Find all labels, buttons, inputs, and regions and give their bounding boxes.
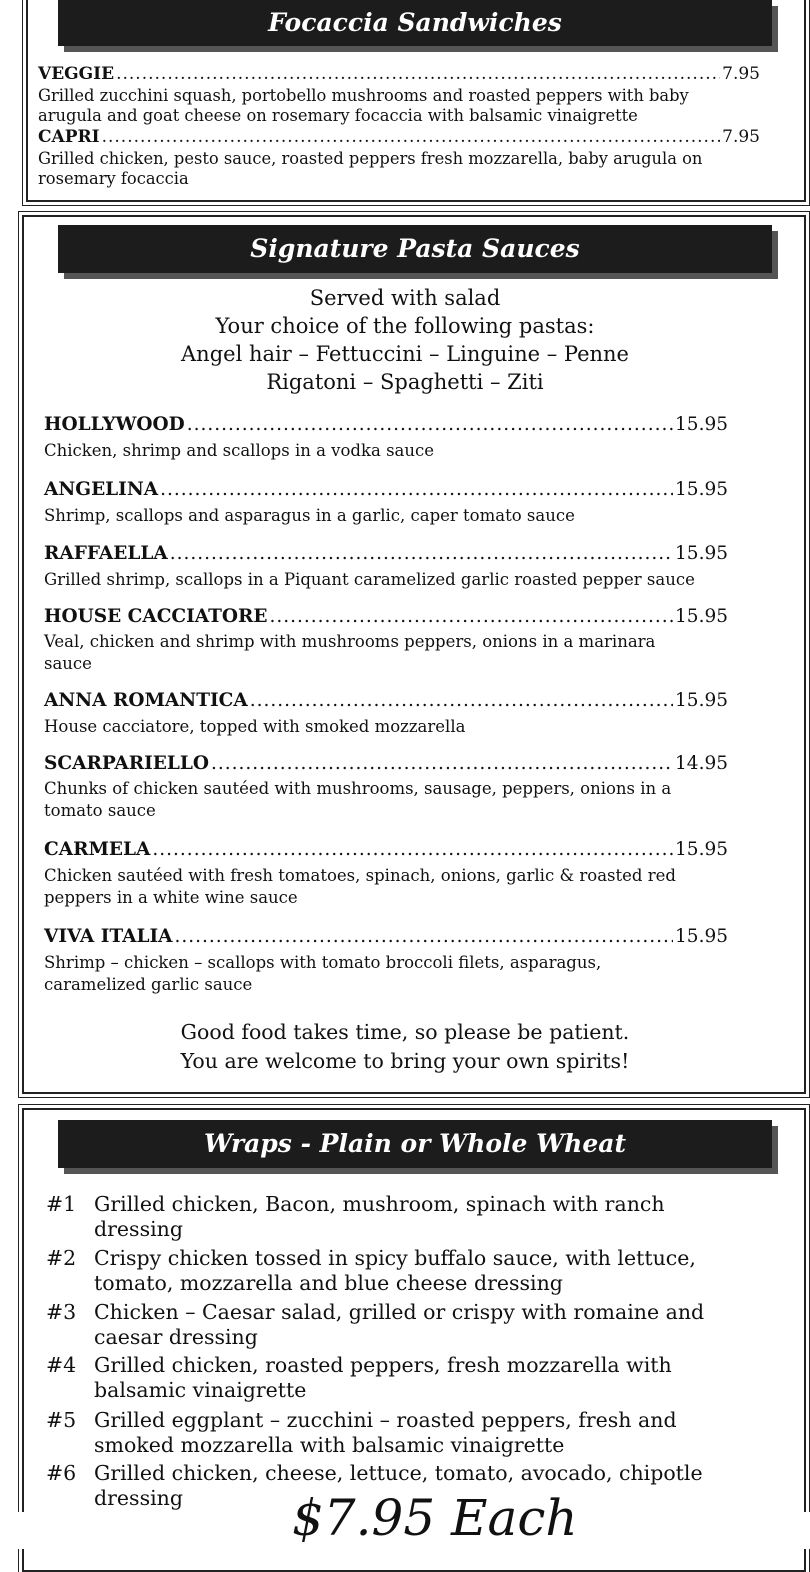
menu-item-viva-italia	[44, 926, 728, 947]
item-name: RAFFAELLA	[44, 543, 168, 564]
item-price: 14.95	[675, 753, 728, 774]
menu-item-anna-romantica	[44, 690, 728, 711]
item-name: VEGGIE	[38, 64, 115, 84]
dot-leader	[152, 839, 673, 860]
desc-line: peppers in a white wine sauce	[44, 888, 298, 907]
dot-leader	[175, 926, 674, 947]
item-name: ANGELINA	[44, 479, 159, 500]
desc-line: tomato sauce	[44, 801, 156, 820]
item-name: CARMELA	[44, 839, 151, 860]
wrap-item-2	[46, 1246, 766, 1296]
wrap-item-5	[46, 1408, 766, 1458]
wrap-line: balsamic vinaigrette	[94, 1378, 307, 1402]
wraps-price-note: $7.95 Each	[292, 1489, 578, 1547]
desc-line: Veal, chicken and shrimp with mushrooms peppers, onions in a marinara	[44, 632, 656, 651]
desc-line: Chicken, shrimp and scallops in a vodka sauce	[44, 441, 435, 460]
wrap-number: #5	[46, 1408, 77, 1432]
menu-item-hollywood	[44, 414, 728, 435]
item-description	[38, 86, 778, 126]
item-name: CAPRI	[38, 127, 100, 147]
desc-line: rosemary focaccia	[38, 169, 189, 188]
wrap-description	[94, 1246, 766, 1296]
item-description	[44, 569, 764, 591]
dot-leader	[250, 690, 673, 711]
item-description	[44, 952, 764, 996]
item-name: ANNA ROMANTICA	[44, 690, 248, 711]
intro-line: Served with salad	[309, 286, 501, 310]
wrap-description	[94, 1353, 766, 1403]
dot-leader	[116, 64, 720, 84]
item-price: 15.95	[675, 414, 728, 435]
intro-line: Rigatoni – Spaghetti – Ziti	[266, 370, 544, 394]
desc-line: caramelized garlic sauce	[44, 975, 253, 994]
wrap-number: #2	[46, 1246, 77, 1270]
wrap-item-3	[46, 1300, 766, 1350]
item-price: 15.95	[675, 479, 728, 500]
intro-line: Your choice of the following pastas:	[215, 314, 595, 338]
wrap-description	[94, 1192, 766, 1242]
menu-item-angelina	[44, 479, 728, 500]
item-name: VIVA ITALIA	[44, 926, 173, 947]
desc-line: Grilled zucchini squash, portobello mushrooms and roasted peppers with baby	[38, 86, 689, 105]
wrap-item-4	[46, 1353, 766, 1403]
wrap-description	[94, 1300, 766, 1350]
item-name: HOUSE CACCIATORE	[44, 606, 268, 627]
wrap-line: Chicken – Caesar salad, grilled or crispy with romaine and	[94, 1300, 705, 1324]
dot-leader	[211, 753, 673, 774]
menu-item-capri	[38, 127, 760, 147]
wrap-line: Crispy chicken tossed in spicy buffalo sauce, with lettuce,	[94, 1246, 696, 1270]
menu-item-carmela	[44, 839, 728, 860]
desc-line: House cacciatore, topped with smoked mozzarella	[44, 717, 466, 736]
wrap-line: dressing	[94, 1217, 183, 1241]
pasta-title: Signature Pasta Sauces	[58, 225, 772, 273]
wrap-item-1	[46, 1192, 766, 1242]
dot-leader	[270, 606, 674, 627]
item-description	[38, 149, 778, 189]
wrap-description	[94, 1408, 766, 1458]
wrap-line: dressing	[94, 1486, 183, 1510]
item-price: 15.95	[675, 606, 728, 627]
wrap-line: Grilled eggplant – zucchini – roasted peppers, fresh and	[94, 1408, 677, 1432]
wrap-number: #4	[46, 1353, 77, 1377]
menu-item-house-cacciatore	[44, 606, 728, 627]
wrap-number: #1	[46, 1192, 77, 1216]
wrap-line: Grilled chicken, cheese, lettuce, tomato, avocado, chipotle	[94, 1461, 703, 1485]
pasta-closing-note	[60, 1018, 750, 1076]
item-description	[44, 440, 764, 462]
item-name: SCARPARIELLO	[44, 753, 209, 774]
dot-leader	[102, 127, 721, 147]
desc-line: Chicken sautéed with fresh tomatoes, spinach, onions, garlic & roasted red	[44, 866, 676, 885]
item-description	[44, 716, 764, 738]
closing-line: Good food takes time, so please be patient.	[180, 1020, 630, 1044]
desc-line: Shrimp – chicken – scallops with tomato broccoli filets, asparagus,	[44, 953, 602, 972]
dot-leader	[160, 479, 673, 500]
item-price: 15.95	[675, 926, 728, 947]
dot-leader	[187, 414, 673, 435]
dot-leader	[170, 543, 673, 564]
wraps-title: Wraps - Plain or Whole Wheat	[58, 1120, 772, 1168]
desc-line: Grilled chicken, pesto sauce, roasted peppers fresh mozzarella, baby arugula on	[38, 149, 703, 168]
item-price: 15.95	[675, 690, 728, 711]
menu-item-scarpariello	[44, 753, 728, 774]
wrap-line: tomato, mozzarella and blue cheese dressing	[94, 1271, 563, 1295]
wrap-line: Grilled chicken, Bacon, mushroom, spinach with ranch	[94, 1192, 665, 1216]
item-description	[44, 631, 764, 675]
item-description	[44, 505, 764, 527]
desc-line: Chunks of chicken sautéed with mushrooms, sausage, peppers, onions in a	[44, 779, 672, 798]
desc-line: arugula and goat cheese on rosemary focaccia with balsamic vinaigrette	[38, 106, 638, 125]
item-price: 15.95	[675, 839, 728, 860]
focaccia-title: Focaccia Sandwiches	[58, 0, 772, 46]
item-price: 15.95	[675, 543, 728, 564]
menu-item-raffaella	[44, 543, 728, 564]
wrap-line: Grilled chicken, roasted peppers, fresh mozzarella with	[94, 1353, 672, 1377]
item-description	[44, 778, 764, 822]
item-name: HOLLYWOOD	[44, 414, 185, 435]
item-description	[44, 865, 764, 909]
wrap-line: caesar dressing	[94, 1325, 258, 1349]
menu-item-veggie	[38, 64, 760, 84]
intro-line: Angel hair – Fettuccini – Linguine – Penne	[181, 342, 629, 366]
item-price: 7.95	[722, 127, 760, 147]
pasta-intro	[60, 284, 750, 396]
closing-line: You are welcome to bring your own spirits!	[180, 1049, 630, 1073]
desc-line: Shrimp, scallops and asparagus in a garlic, caper tomato sauce	[44, 506, 575, 525]
desc-line: sauce	[44, 654, 92, 673]
item-price: 7.95	[722, 64, 760, 84]
wrap-number: #6	[46, 1461, 77, 1485]
desc-line: Grilled shrimp, scallops in a Piquant caramelized garlic roasted pepper sauce	[44, 570, 695, 589]
wrap-number: #3	[46, 1300, 77, 1324]
wrap-line: smoked mozzarella with balsamic vinaigrette	[94, 1433, 565, 1457]
